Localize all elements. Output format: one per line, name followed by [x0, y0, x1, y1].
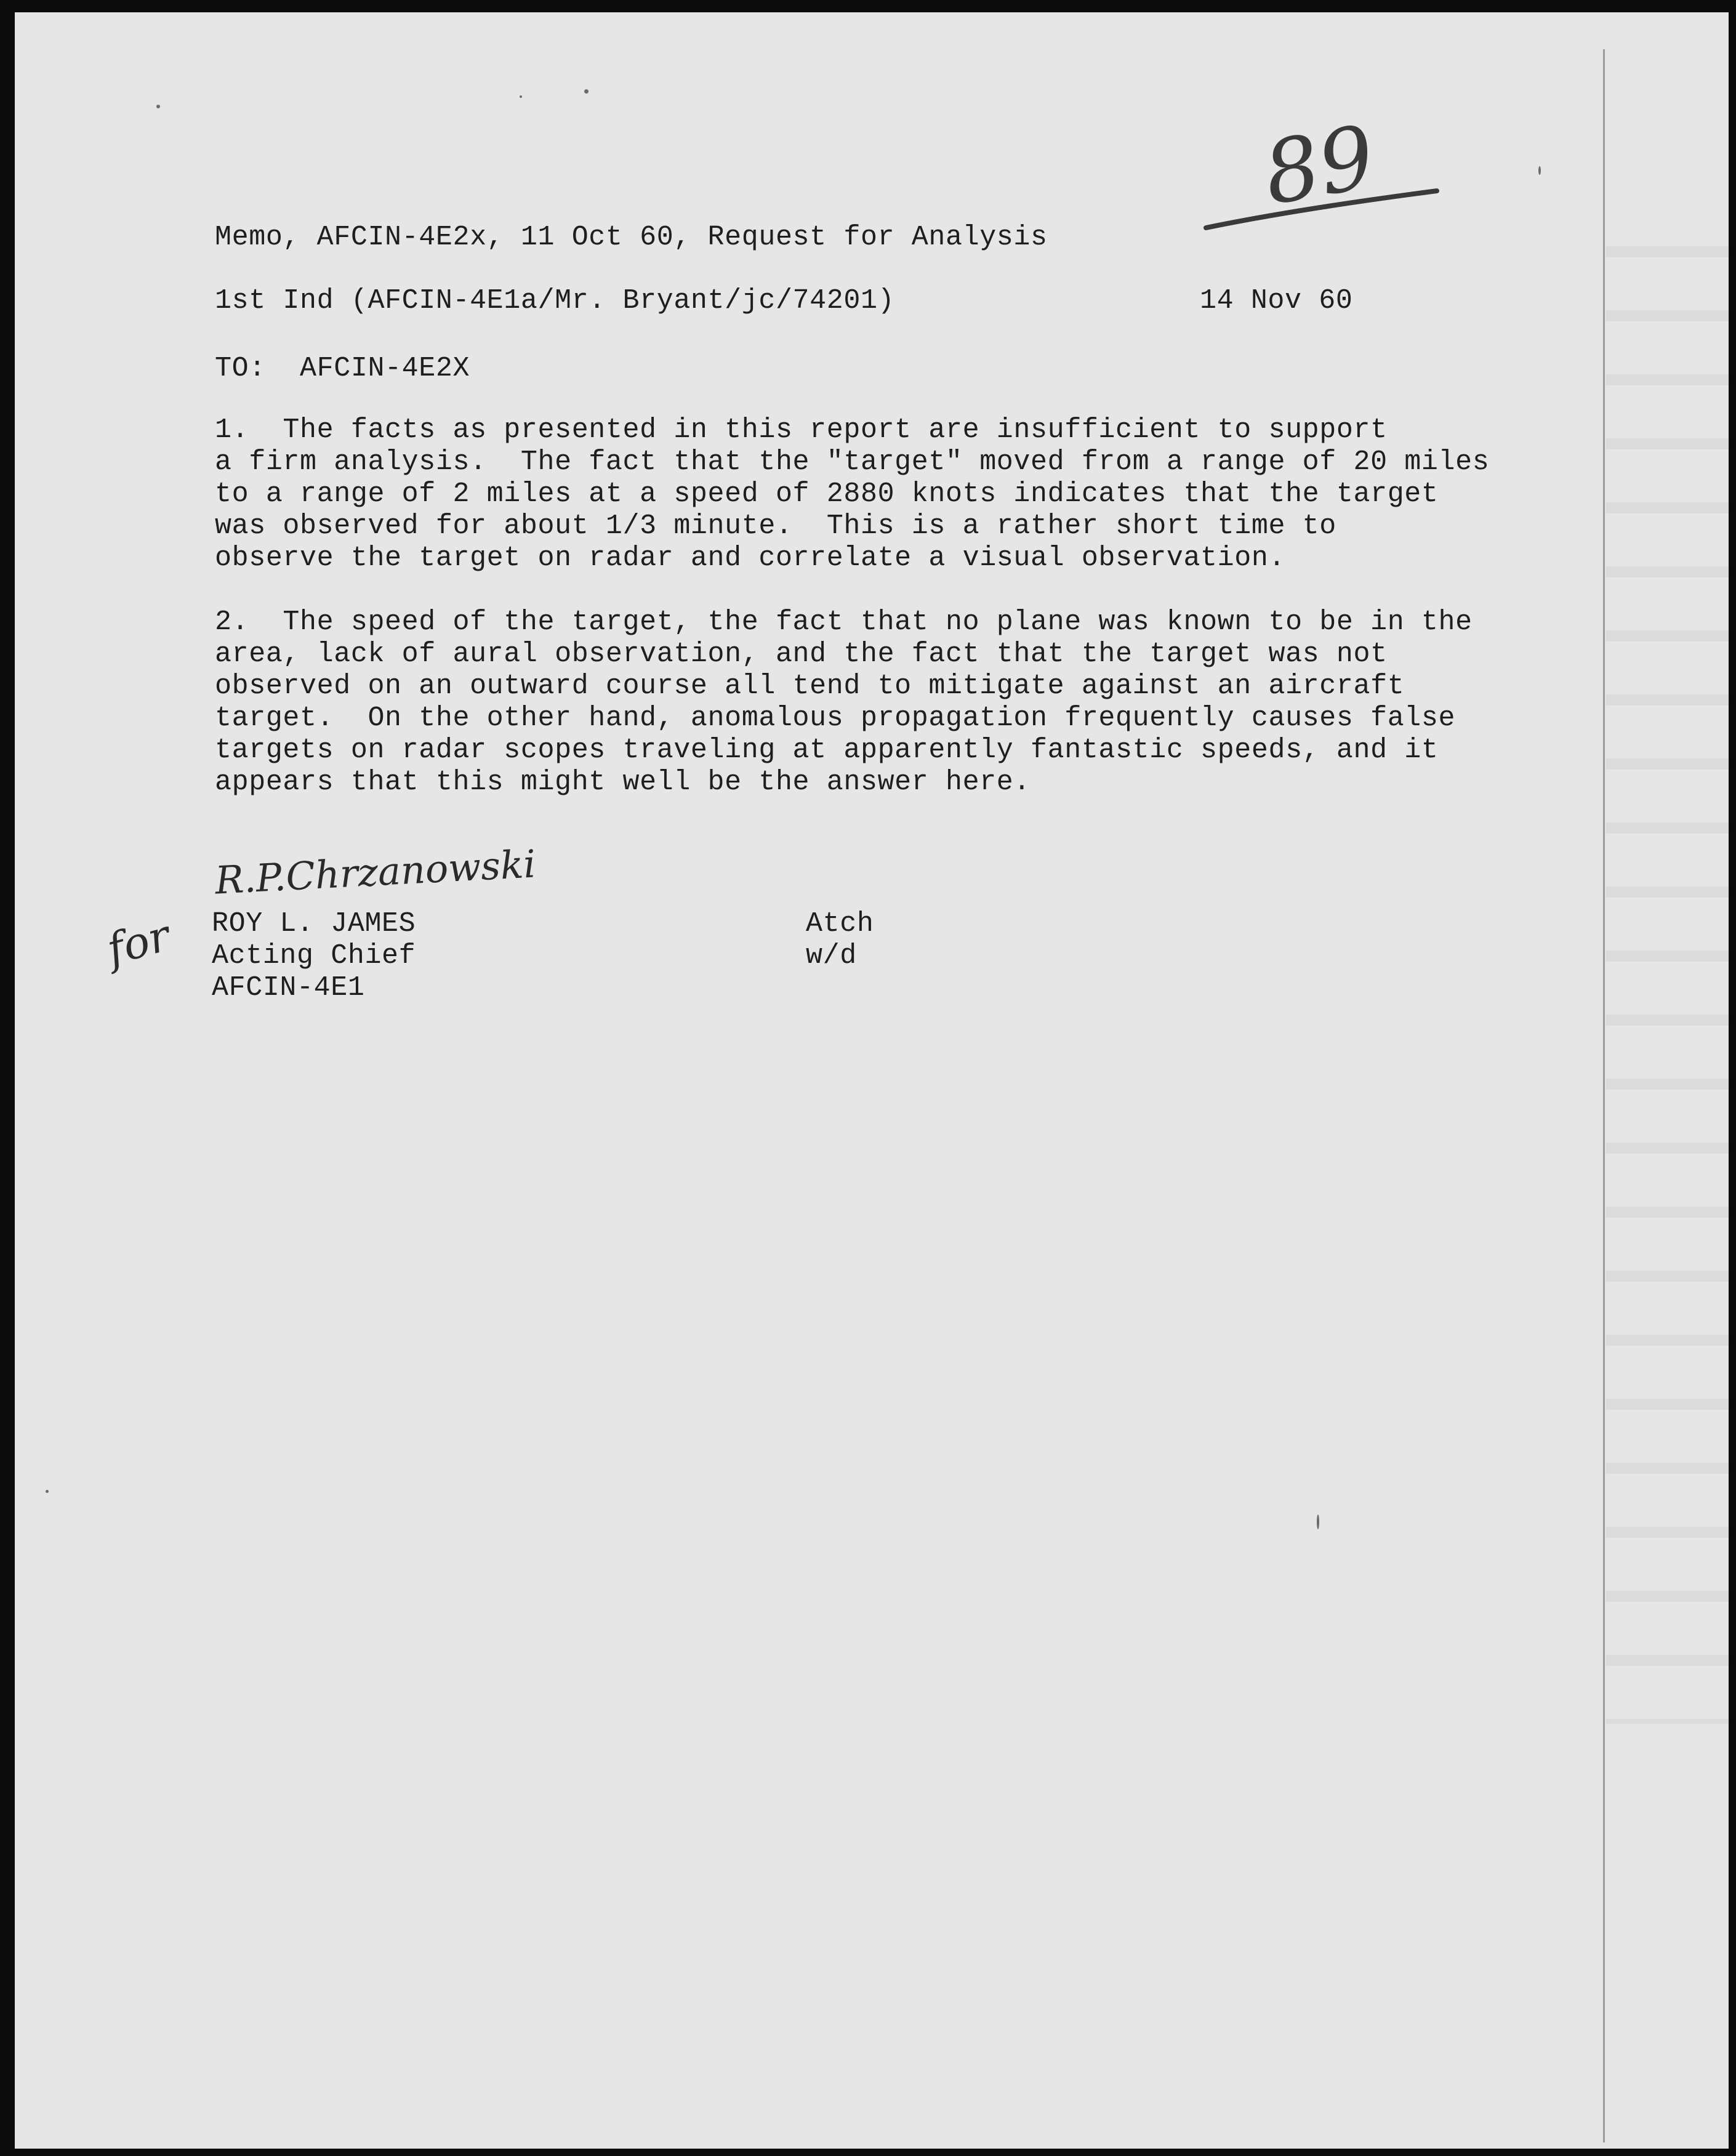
to-line: TO: AFCIN-4E2X: [215, 353, 470, 384]
paragraph-2-line: observed on an outward course all tend to mitigate against an aircraft: [215, 670, 1405, 702]
paragraph-2-line: area, lack of aural observation, and the fact that the target was not: [215, 638, 1388, 670]
attachment-label: Atch: [806, 908, 874, 939]
scan-speck: [584, 89, 589, 94]
date: 14 Nov 60: [1200, 285, 1353, 316]
attachment-value: w/d: [806, 940, 857, 971]
paragraph-1-line: was observed for about 1/3 minute. This is a rather short time to: [215, 510, 1336, 542]
signer-title: Acting Chief: [212, 940, 416, 971]
page-number-underline: [1203, 185, 1449, 234]
scan-speck: [520, 95, 522, 98]
handwritten-signature: R.P.Chrzanowski: [214, 841, 537, 903]
paragraph-2-line: 2. The speed of the target, the fact that no plane was known to be in the: [215, 606, 1473, 638]
scan-speck: [46, 1490, 49, 1493]
document-page: [15, 12, 1729, 2149]
scan-speck: [1538, 166, 1541, 175]
handwritten-initials: for: [102, 910, 175, 975]
indorsement-line: 1st Ind (AFCIN-4E1a/Mr. Bryant/jc/74201): [215, 285, 895, 316]
scan-speck: [156, 105, 160, 108]
signer-office: AFCIN-4E1: [212, 972, 365, 1004]
paragraph-2-line: targets on radar scopes traveling at apparently fantastic speeds, and it: [215, 734, 1439, 766]
paragraph-2-line: appears that this might well be the answer here.: [215, 766, 1031, 798]
paragraph-1-line: 1. The facts as presented in this report are insufficient to support: [215, 414, 1388, 446]
paragraph-2-line: target. On the other hand, anomalous propagation frequently causes false: [215, 702, 1456, 734]
paragraph-1-line: to a range of 2 miles at a speed of 2880 knots indicates that the target: [215, 478, 1439, 510]
scan-speck: [1317, 1514, 1319, 1529]
paragraph-1-line: a firm analysis. The fact that the "target" moved from a range of 20 miles: [215, 446, 1490, 478]
paragraph-1-line: observe the target on radar and correlate a visual observation.: [215, 542, 1286, 574]
signer-name: ROY L. JAMES: [212, 908, 416, 939]
handwritten-page-number: 89: [1256, 107, 1382, 225]
bleed-through-shadow: [1606, 246, 1729, 1724]
page-edge-line: [1603, 49, 1605, 2142]
reference-line: Memo, AFCIN-4E2x, 11 Oct 60, Request for Analysis: [215, 222, 1048, 253]
